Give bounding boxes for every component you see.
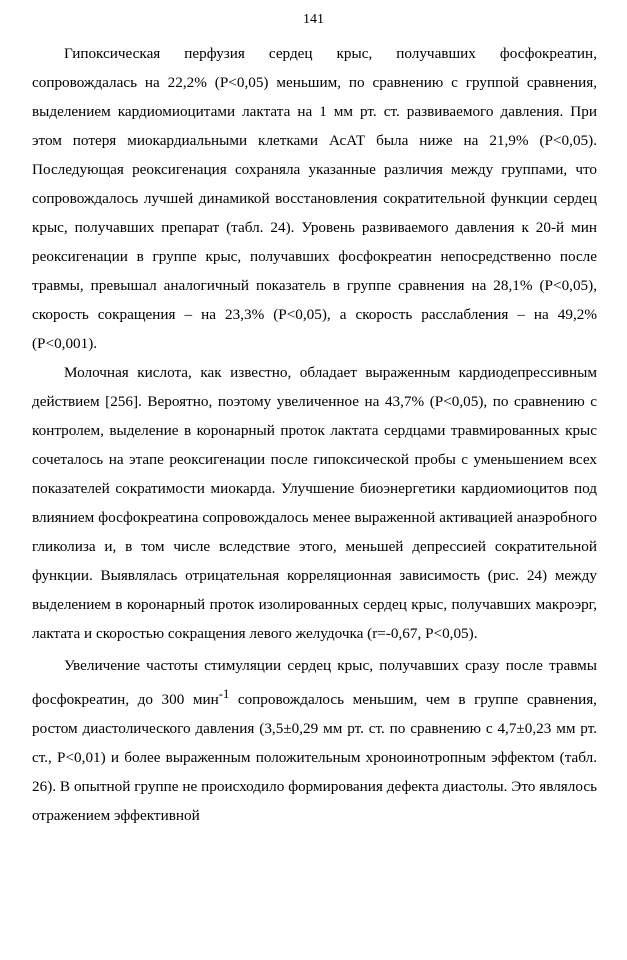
- paragraph-2: Молочная кислота, как известно, обладает выраженным кардиодепрессивным действием [256]. Вероятно, поэтому увеличенное на 43,7% (Р<0,05), по сравнению с контролем, выделение в коронарный проток лактата сердцами травмированных крыс сочеталось на этапе реоксигенации после гипоксической пробы с уменьшением всех показателей сократимости миокарда. Улучшение биоэнергетики кардиомиоцитов под влиянием фосфокреатина сопровождалось менее выраженной активацией анаэробного гликолиза и, в том числе вследствие этого, меньшей депрессией сократительной функции. Выявлялась отрицательная корреляционная зависимость (рис. 24) между выделением в коронарный проток изолированных сердец крыс, получавших макроэрг, лактата и скоростью сокращения левого желудочка (r=-0,67, Р<0,05).: [32, 364, 597, 642]
- body-text: [32, 39, 597, 830]
- paragraph-3: [32, 651, 597, 830]
- paragraph-1: Гипоксическая перфузия сердец крыс, получавших фосфокреатин, сопровождалась на 22,2% (Р<0,05) меньшим, по сравнению с группой сравнения, выделением кардиомиоцитами лактата на 1 мм рт. ст. развиваемого давления. При этом потеря миокардиальными клетками АсАТ была ниже на 21,9% (Р<0,05). Последующая реоксигенация сохраняла указанные различия между группами, что сопровождалось лучшей динамикой восстановления сократительной функции сердец крыс, получавших препарат (табл. 24). Уровень развиваемого давления к 20-й мин реоксигенации в группе крыс, получавших фосфокреатин непосредственно после травмы, превышал аналогичный показатель в группе сравнения на 28,1% (Р<0,05), скорость сокращения – на 23,3% (Р<0,05), а скорость расслабления – на 49,2% (Р<0,001).: [32, 45, 597, 352]
- page-number: 141: [303, 12, 324, 27]
- paragraph-3-text-before: Увеличение частоты стимуляции сердец крыс, получавших сразу после травмы фосфокреатин, до 300 мин: [32, 657, 597, 709]
- paragraph-3-text-after: сопровождалось меньшим, чем в группе сравнения, ростом диастолического давления (3,5±0,29 мм рт. ст. по сравнению с 4,7±0,23 мм рт. ст., Р<0,01) и более выраженным положительным хроноинотропным эффектом (табл. 26). В опытной группе не происходило формирования дефекта диастолы. Это являлось отражением эффективной: [32, 691, 597, 825]
- paragraph-3-superscript: -1: [218, 687, 230, 701]
